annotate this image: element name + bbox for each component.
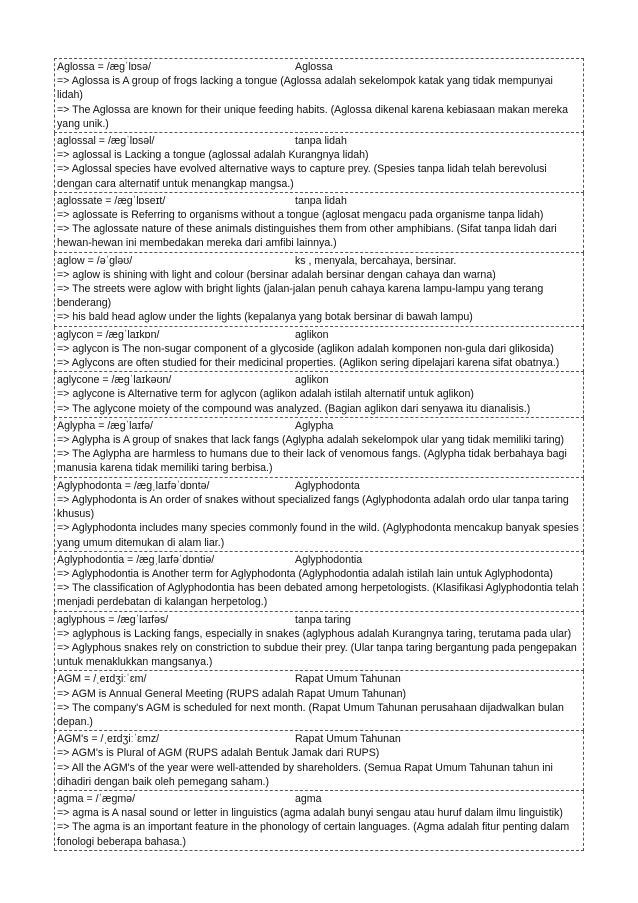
entry-example-line: => aglossal is Lacking a tongue (aglossal adalah Kurangnya lidah): [57, 149, 369, 162]
entry-translation: Aglypha: [295, 419, 334, 432]
entry-example-line: => Aglossa is A group of frogs lacking a tongue (Aglossa adalah sekelompok katak yang tidak mempunyai lidah): [57, 75, 553, 102]
entry-translation: tanpa lidah: [295, 194, 347, 207]
entry-example-line: => The company's AGM is scheduled for next month. (Rapat Umum Tahunan perusahaan dijadwalkan bulan depan.): [57, 701, 564, 728]
entry-example-line: => aglycone is Alternative term for aglycon (aglikon adalah istilah alternatif untuk aglikon): [57, 388, 474, 401]
dictionary-entry: [54, 731, 584, 791]
entry-header: [57, 553, 581, 567]
entry-translation: agma: [295, 792, 322, 805]
dictionary-document: [54, 58, 584, 851]
entry-example-line: => his bald head aglow under the lights (kepalanya yang botak bersinar di bawah lampu): [57, 311, 473, 324]
entry-example-line: => The aglossate nature of these animals distinguishes them from other amphibians. (Sifat tanpa lidah dari hewan-hewan ini membedakan mereka dari amfibi lainnya.): [57, 223, 557, 250]
entry-translation: Aglossa: [295, 61, 333, 73]
entry-example-line: => aglossate is Referring to organisms without a tongue (aglosat mengacu pada organisme tanpa lidah): [57, 209, 544, 222]
entry-translation: aglikon: [295, 328, 329, 341]
entry-example-line: => The Aglossa are known for their unique feeding habits. (Aglossa dikenal karena kebiasaan makan mereka yang unik.): [57, 103, 568, 130]
entry-translation: Rapat Umum Tahunan: [295, 733, 401, 746]
entry-example-line: => Aglyphodonta is An order of snakes without specialized fangs (Aglyphodonta adalah ordo ular tanpa taring khusus): [57, 493, 569, 521]
entry-pronunciation: AGM = /ˌeɪdʒiːˈɛm/: [57, 673, 147, 686]
entry-pronunciation: agma = /ˈæɡmə/: [57, 792, 136, 805]
entry-example-line: => The classification of Aglyphodontia has been debated among herpetologists. (Klasifikasi Aglyphodontia telah menjadi perdebatan di kalangan herpetolog.): [57, 582, 579, 609]
entry-example-line: => The aglycone moiety of the compound was analyzed. (Bagian aglikon dari senyawa itu dianalisis.): [57, 402, 531, 415]
entry-header: [57, 672, 581, 686]
entry-translation: aglikon: [295, 374, 329, 387]
dictionary-entry: [54, 612, 584, 672]
entry-pronunciation: Aglossa = /æɡˈlɒsə/: [57, 61, 151, 73]
entry-pronunciation: aglycon = /æɡˈlaɪkɒn/: [57, 328, 160, 341]
entry-example-line: => aglyphous is Lacking fangs, especially in snakes (aglyphous adalah Kurangnya taring, terutama pada ular): [57, 627, 572, 640]
entry-header: [57, 792, 581, 806]
dictionary-entry: [54, 552, 584, 612]
dictionary-entry: [54, 372, 584, 418]
entry-header: [57, 419, 581, 433]
entry-pronunciation: aglossate = /æɡˈlɒseɪt/: [57, 194, 166, 207]
entry-example-line: => aglow is shining with light and colour (bersinar adalah bersinar dengan cahaya dan warna): [57, 268, 496, 281]
entry-pronunciation: aglow = /əˈɡləʊ/: [57, 254, 133, 267]
entry-pronunciation: Aglyphodonta = /æɡˌlaɪfəˈdɒntə/: [57, 479, 210, 492]
entry-example-line: => Aglossal species have evolved alternative ways to capture prey. (Spesies tanpa lidah telah berevolusi dengan cara alternatif untuk menangkap mangsa.): [57, 163, 547, 190]
entry-example-line: => All the AGM's of the year were well-attended by shareholders. (Semua Rapat Umum Tahunan tahun ini dihadiri dengan baik oleh pemegang saham.): [57, 761, 553, 788]
entry-example-line: => agma is A nasal sound or letter in linguistics (agma adalah bunyi sengau atau huruf dalam ilmu linguistik): [57, 807, 563, 820]
entry-header: [57, 60, 581, 74]
entry-header: [57, 328, 581, 342]
entry-example-line: => The streets were aglow with bright lights (jalan-jalan penuh cahaya karena lampu-lampu yang terang benderang): [57, 283, 544, 310]
entry-translation: tanpa lidah: [295, 135, 347, 148]
entry-example-line: => The Aglypha are harmless to humans due to their lack of venomous fangs. (Aglypha tidak berbahaya bagi manusia karena tidak memiliki taring berbisa.): [57, 448, 567, 475]
dictionary-entry: [54, 418, 584, 478]
entry-pronunciation: aglyphous = /æɡˈlaɪfəs/: [57, 613, 169, 626]
entry-translation: Rapat Umum Tahunan: [295, 673, 401, 686]
entry-header: [57, 479, 581, 493]
dictionary-entry: [54, 133, 584, 193]
entry-pronunciation: Aglypha = /æɡˈlaɪfə/: [57, 419, 153, 432]
dictionary-entry: [54, 478, 584, 552]
entry-header: [57, 613, 581, 627]
entry-example-line: => Aglycons are often studied for their medicinal properties. (Aglikon sering dipelajari karena sifat obatnya.): [57, 357, 560, 370]
entry-example-line: => Aglyphous snakes rely on constriction to subdue their prey. (Ular tanpa taring bergantung pada pengepakan untuk menaklukkan mangsanya.): [57, 641, 577, 669]
entry-example-line: => Aglyphodontia is Another term for Aglyphodonta (Aglyphodontia adalah istilah lain untuk Aglyphodonta): [57, 567, 553, 580]
entry-header: [57, 194, 581, 208]
entry-example-line: => AGM's is Plural of AGM (RUPS adalah Bentuk Jamak dari RUPS): [57, 747, 380, 760]
dictionary-entry: [54, 791, 584, 851]
dictionary-entry: [54, 671, 584, 731]
entry-header: [57, 254, 581, 268]
entry-translation: tanpa taring: [295, 613, 351, 626]
dictionary-entry: [54, 58, 584, 133]
entry-example-line: => Aglypha is A group of snakes that lack fangs (Aglypha adalah sekelompok ular yang tidak memiliki taring): [57, 434, 565, 447]
entry-pronunciation: aglossal = /æɡˈlɒsəl/: [57, 135, 155, 148]
entry-header: [57, 134, 581, 148]
entry-example-line: => aglycon is The non-sugar component of a glycoside (aglikon adalah komponen non-gula dari glikosida): [57, 342, 554, 355]
entry-example-line: => The agma is an important feature in the phonology of certain languages. (Agma adalah fitur penting dalam fonologi beberapa bahasa.): [57, 821, 570, 848]
dictionary-entry: [54, 193, 584, 253]
entry-header: [57, 732, 581, 746]
entry-translation: Aglyphodontia: [295, 553, 363, 566]
entry-pronunciation: AGM's = /ˌeɪdʒiːˈɛmz/: [57, 733, 160, 746]
dictionary-entry: [54, 327, 584, 373]
entry-pronunciation: Aglyphodontia = /æɡˌlaɪfəˈdɒntiə/: [57, 553, 215, 566]
entry-header: [57, 373, 581, 387]
dictionary-entry: [54, 253, 584, 327]
entry-example-line: => AGM is Annual General Meeting (RUPS adalah Rapat Umum Tahunan): [57, 687, 406, 700]
entry-example-line: => Aglyphodonta includes many species commonly found in the wild. (Aglyphodonta mencakup banyak spesies yang umum ditemukan di alam liar.): [57, 522, 579, 549]
entry-translation: Aglyphodonta: [295, 479, 360, 492]
entry-pronunciation: aglycone = /æɡˈlaɪkəʊn/: [57, 374, 172, 387]
entry-translation: ks , menyala, bercahaya, bersinar.: [295, 254, 457, 267]
